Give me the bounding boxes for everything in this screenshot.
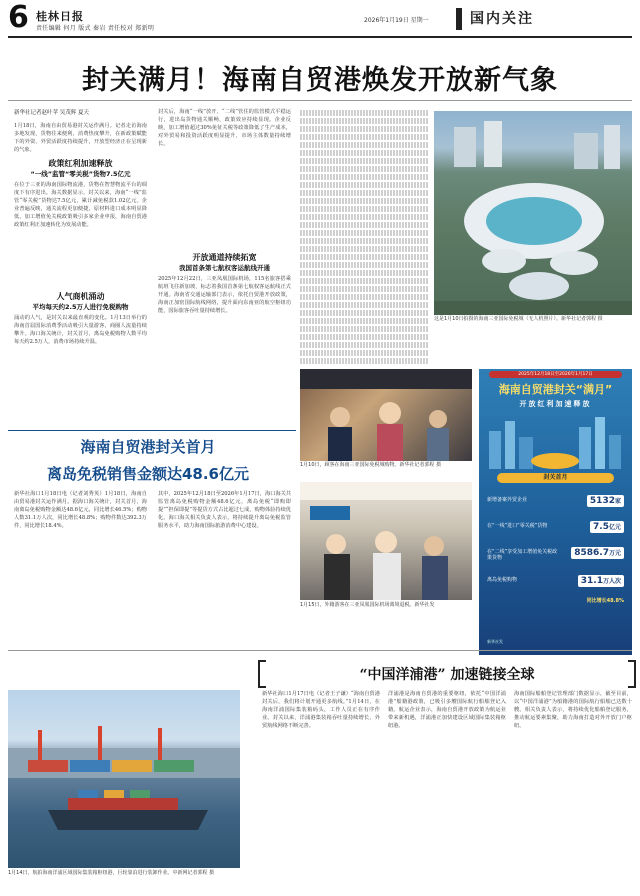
stat-value: 7.5亿元: [590, 521, 624, 533]
stat-value: 8586.7万元: [571, 547, 624, 559]
aerial-photo-duty-free-city: [434, 111, 632, 315]
article1-subhead1b: “一线”监管“零关税”货物7.5亿元: [30, 170, 131, 178]
article2-body1: 新华社海口1月18日电（记者刘秀英）1月18日，海南自由贸易港封关运作满月。据海口海关统计，封关首月，海南离岛免税购物金额达48.6亿元，同比增长46.5%；购物人数31.1万人次，同比增长48.8%；购物件数达392.3万件，同比增长18.4%。: [14, 491, 147, 529]
airport-illustration: [300, 482, 472, 600]
photo3-caption: 1月15日，外籍游客在三亚凤凰国际机场离境退税。新华社发: [300, 602, 435, 608]
article1-byline: 新华社记者赵叶苹 吴茂辉 夏天: [14, 110, 89, 116]
photo-shoppers: [300, 369, 472, 461]
page-header: [8, 0, 632, 35]
newspaper-logo: 桂林日报: [36, 10, 84, 23]
article1-body4: 2025年12月22日，三亚凤凰国际机场，115名旅客搭乘航班飞往新加坡，标志着我国首条第七航权客运航线正式开通。海南省交通运输部门表示，依托自贸港开放政策，海南正加密国际航线网络，提升面向东南亚的航空枢纽功能，国际旅客吞吐量持续增长。: [158, 276, 291, 314]
infographic-skyline: [479, 413, 632, 469]
article1-column1: [14, 108, 147, 428]
stat-foreign-trade-firms: [487, 493, 624, 515]
header-divider: [8, 36, 632, 38]
stat-value: 31.1万人次: [578, 575, 624, 587]
article1-intro: 1月18日，海南自由贸易港封关运作满月。记者走访海南多地发现，货物往来便利，消费热度攀升，在新政策赋能下的外资、外贸活跃度持续提升，开放型经济正在呈现新的气象。: [14, 123, 147, 153]
shoppers-illustration: [300, 369, 472, 461]
article1-subhead1: 政策红利加速释放: [48, 159, 113, 168]
section-title: 国内关注: [456, 8, 640, 30]
aerial-illustration: [434, 111, 632, 315]
headline-divider: [8, 100, 632, 101]
article1-subhead2b: 平均每天约2.5万人进行免税购物: [32, 303, 129, 311]
article1-subhead2: 人气商机涌动: [56, 292, 105, 301]
photo2-caption: 1月10日，顾客在海南三亚国际免税城购物。新华社记者郭程 摄: [300, 462, 442, 468]
infographic-section-label: 封关首月: [497, 473, 614, 483]
editor-credits: 责任编辑 何月 版式 秦岩 责任校对 郑新明: [36, 25, 155, 32]
article1-subhead3: 开放通道持续拓宽: [192, 253, 257, 262]
article1-body3: 封关后，海南“一线”放开、“二线”管住的监管模式平稳运行，进出岛货物通关顺畅，政策效应持续显现。企业反映，加工增值超过30%免征关税等政策降低了生产成本，对外贸易和投资活跃度明显提升，市场主体数量持续增长。: [158, 109, 291, 147]
article1-body1: 在位于三亚的海南国际物流港，货物在智慧物流平台的调度下有序进出。海关数据显示，封关以来，海南“一线”监管“零关税”货物达7.5亿元，累计减免税款1.02亿元。企业普遍反映，通关流程更加便捷，原材料进口成本明显降低，加工增值免关税政策吸引多家企业申报，海南自贸港政策红利正加速转化为发展动能。: [14, 182, 147, 228]
stat-value: 5132家: [587, 495, 624, 507]
infographic-date: 2025年12月18日至2026年1月17日: [489, 371, 622, 378]
section-divider: [8, 650, 632, 651]
article1-subhead3b: 我国首条第七航权客运航线开通: [179, 264, 270, 272]
photo-airport-tax-refund: [300, 482, 472, 600]
article3-body1: 新华社海口1月17日电（记者王子谦）“海南自贸港封关后，我们将计划开通更多航线。”1月14日，在海南洋浦国际集装箱码头，工作人员正在有序作业。封关以来，洋浦港集装箱吞吐量持续增长，外贸航线网络不断完善。: [262, 691, 380, 729]
article3-headline: “中国洋浦港” 加速链接全球: [359, 667, 535, 683]
article3-body2: 洋浦港是海南自贸港的重要枢纽，依托“中国洋浦港”船籍港政策，已吸引多艘国际航行船舶登记入籍。航运企业表示，海南自贸港开放政策为航运业带来新机遇，洋浦港正加快建设区域国际集装箱枢纽港。: [388, 691, 506, 729]
article2-body2: 其中，2025年12月18日至2026年1月17日，海口海关共监管离岛免税购物金额48.6亿元，离岛免税“即购即提”“担保即提”等提货方式占比超过七成，购物体验持续优化。海口海关相关负责人表示，将持续提升离岛免税监管服务水平，助力海南国际旅游消费中心建设。: [158, 491, 291, 529]
stat-value-added-goods: [487, 545, 624, 567]
page-number: 6: [8, 0, 29, 35]
infographic-subtitle: 开放红利加速释放: [519, 400, 592, 408]
infographic-footer: 新华社发: [487, 639, 503, 644]
stat-label: 离岛免税购物: [487, 577, 518, 583]
stat-zero-tariff-goods: [487, 519, 624, 541]
main-headline: 封关满月！海南自贸港焕发开放新气象: [82, 65, 558, 96]
photo4-caption: 1月14日，航拍海南洋浦区域国际集装箱枢纽港，巨轮靠泊进行装卸作业。中新网记者郭程 摄: [8, 870, 215, 876]
stat-growth-note: 同比增长48.8%: [586, 598, 624, 604]
article2-headline2: 离岛免税销售金额达48.6亿元: [46, 465, 249, 483]
infographic-panel: [479, 369, 632, 655]
article2-headline1: 海南自贸港封关首月: [80, 438, 216, 456]
article1-column2: [158, 108, 291, 428]
article2-top-rule: [8, 430, 296, 431]
article1-body2: 涌动的人气，是封关以来最直观的变化。1月13日举行的海南首届国际消费季活动吸引大量游客，商圈人流量持续攀升。海口海关统计，封关首月，离岛免税购物人数平均每天约2.5万人，消费市场持续升温。: [14, 315, 147, 345]
photo1-caption: 这是1月10日拍摄的海南三亚国际免税城（无人机照片）。新华社记者郭程 摄: [434, 316, 603, 322]
photo-yangpu-port: [8, 690, 240, 868]
infographic-title: 海南自贸港封关“满月”: [498, 383, 613, 396]
article3-body3: 海南国际船舶登记管理部门数据显示，截至目前，以“中国洋浦港”为船籍港的国际航行船舶已达数十艘。相关负责人表示，将持续优化船舶登记服务，推动航运要素集聚，助力海南打造对外开放门户枢纽。: [514, 691, 632, 729]
stat-label: 在“二线”享受加工增值免关税政策货物: [487, 549, 558, 561]
issue-date: 2026年1月19日 星期一: [364, 17, 429, 24]
stat-duty-free-shoppers: [487, 573, 624, 595]
stat-label: 新增备案外贸企业: [487, 497, 528, 503]
port-illustration: [8, 690, 240, 868]
stat-label: 在“一线”进口“零关税”货物: [487, 523, 548, 529]
